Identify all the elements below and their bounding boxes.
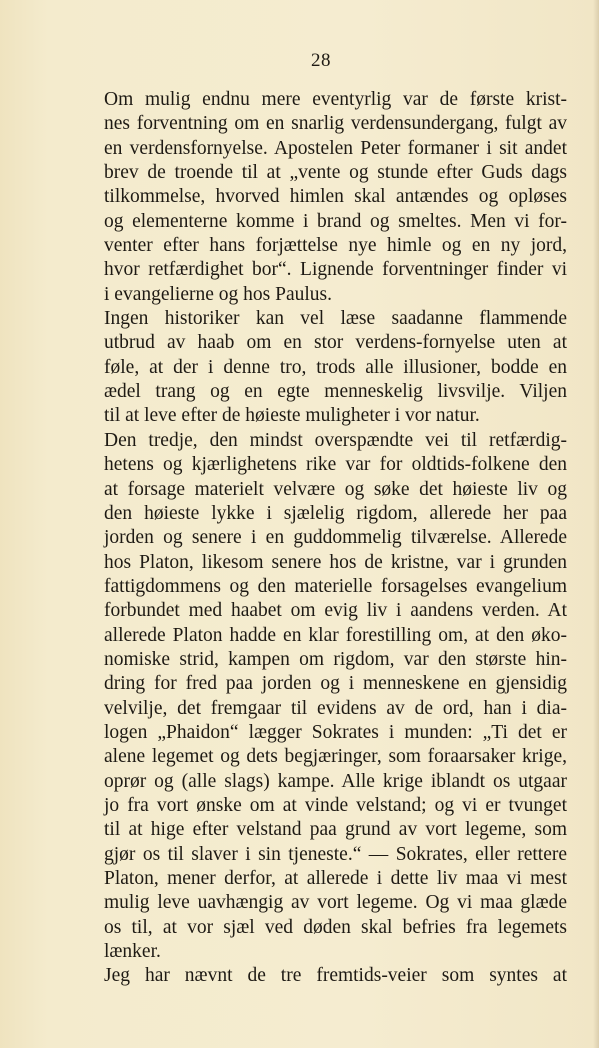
text-line: mulig leve uavhængig av vort legeme. Og vi maa glæde — [104, 892, 567, 914]
text-line: føle, at der i denne tro, trods alle illusioner, bodde en — [104, 356, 567, 378]
text-line: oprør og (alle slags) kampe. Alle krige iblandt os utgaar — [104, 770, 567, 792]
text-line: og elementerne komme i brand og smeltes. Men vi for- — [104, 210, 567, 232]
text-line: den høieste lykke i sjælelig rigdom, allerede her paa — [104, 502, 567, 524]
text-line: lænker. — [104, 941, 161, 963]
text-line: jorden og senere i en guddommelig tilværelse. Allerede — [104, 527, 567, 549]
text-line: hos Platon, likesom senere hos de kristne, var i grunden — [104, 551, 567, 573]
text-line: en verdensfornyelse. Apostelen Peter formaner i sit andet — [104, 137, 567, 159]
text-line: alene legemet og dets begjæringer, som foraarsaker krige, — [104, 746, 567, 768]
text-line: forbundet med haabet om evig liv i aandens verden. At — [104, 600, 567, 622]
text-line: i evangelierne og hos Paulus. — [104, 283, 332, 305]
text-line: gjør os til slaver i sin tjeneste.“ — Sokrates, eller rettere — [104, 843, 567, 865]
text-line: utbrud av haab om en stor verdens-fornyelse uten at — [104, 332, 567, 354]
text-line: nes forventning om en snarlig verdensundergang, fulgt av — [104, 113, 567, 135]
page-number: 28 — [311, 50, 331, 71]
body-text — [104, 88, 567, 989]
text-line: til at hige efter velstand paa grund av vort legeme, som — [104, 819, 567, 841]
text-line: til at leve efter de høieste muligheter i vor natur. — [104, 405, 480, 427]
text-line: Om mulig endnu mere eventyrlig var de første krist- — [104, 89, 567, 110]
text-line: dring for fred paa jorden og i menneskene en gjensidig — [104, 673, 567, 695]
text-line: nomiske strid, kampen om rigdom, var den største hin- — [104, 648, 567, 670]
text-line: hvor retfærdighet bor“. Lignende forventninger finder vi — [104, 259, 567, 281]
text-line: logen „Phaidon“ lægger Sokrates i munden: „Ti det er — [104, 721, 567, 743]
text-line: at forsage materielt velvære og søke det høieste liv og — [104, 478, 567, 500]
text-line: venter efter hans forjættelse nye himle og en ny jord, — [104, 235, 567, 257]
text-line: jo fra vort ønske om at vinde velstand; og vi er tvunget — [104, 794, 567, 816]
text-line: hetens og kjærlighetens rike var for oldtids-folkene den — [104, 454, 567, 476]
text-line: fattigdommens og den materielle forsagelses evangelium — [104, 575, 567, 597]
text-line: velvilje, det fremgaar til evidens av de ord, han i dia- — [104, 697, 567, 719]
text-line: tilkommelse, hvorved himlen skal antændes og opløses — [104, 186, 567, 208]
text-line: os til, at vor sjæl ved døden skal befries fra legemets — [104, 916, 567, 938]
text-line: Den tredje, den mindst overspændte vei til retfærdig- — [104, 429, 567, 451]
text-line: Platon, mener derfor, at allerede i dette liv maa vi mest — [104, 868, 567, 889]
text-line: Ingen historiker kan vel læse saadanne flammende — [104, 308, 567, 330]
text-line: allerede Platon hadde en klar forestilling om, at den øko- — [104, 624, 567, 646]
text-line: Jeg har nævnt de tre fremtids-veier som syntes at — [104, 965, 567, 987]
text-line: brev de troende til at „vente og stunde efter Guds dags — [104, 162, 567, 184]
text-line: ædel trang og en egte menneskelig livsvilje. Viljen — [104, 381, 567, 403]
page-edge-shadow — [593, 0, 599, 1048]
